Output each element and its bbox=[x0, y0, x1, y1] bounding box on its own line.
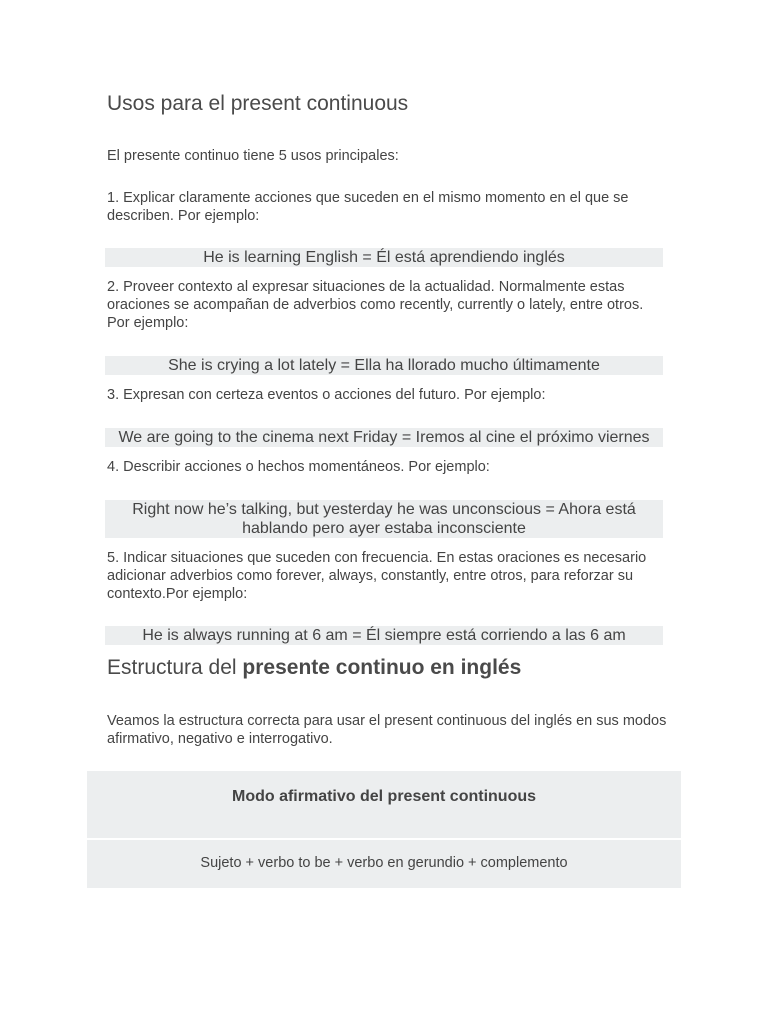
structure-title-bold: presente continuo en inglés bbox=[242, 656, 522, 679]
use-1-text: 1. Explicar claramente acciones que suceden en el mismo momento en el que se describen. Por ejemplo: bbox=[107, 190, 629, 224]
use-5-example: He is always running at 6 am = Él siempre está corriendo a las 6 am bbox=[105, 626, 663, 645]
use-4-text: 4. Describir acciones o hechos momentáneos. Por ejemplo: bbox=[107, 459, 490, 475]
table-formula: Sujeto + verbo to be + verbo en gerundio + complemento bbox=[87, 840, 681, 888]
use-5-text: 5. Indicar situaciones que suceden con frecuencia. En estas oraciones es necesario adicionar adverbios como forever, always, constantly, entre otros, para reforzar su contexto.Por ejemplo: bbox=[107, 550, 647, 602]
use-3-text: 3. Expresan con certeza eventos o acciones del futuro. Por ejemplo: bbox=[107, 387, 546, 403]
structure-table bbox=[87, 771, 681, 888]
use-1-example: He is learning English = Él está aprendiendo inglés bbox=[105, 248, 663, 267]
use-4-example: Right now he’s talking, but yesterday he was unconscious = Ahora está hablando pero ayer estaba inconsciente bbox=[105, 500, 663, 538]
page-title: Usos para el present continuous bbox=[107, 92, 409, 115]
structure-title-prefix: Estructura del bbox=[107, 656, 243, 679]
use-2-text: 2. Proveer contexto al expresar situaciones de la actualidad. Normalmente estas oraciones se acompañan de adverbios como recently, currently o lately, entre otros. Por ejemplo: bbox=[107, 279, 644, 331]
intro-paragraph: El presente continuo tiene 5 usos principales: bbox=[107, 148, 399, 164]
use-3-example: We are going to the cinema next Friday = Iremos al cine el próximo viernes bbox=[105, 428, 663, 447]
table-header: Modo afirmativo del present continuous bbox=[87, 771, 681, 838]
use-2-example: She is crying a lot lately = Ella ha llorado mucho últimamente bbox=[105, 356, 663, 375]
structure-intro: Veamos la estructura correcta para usar el present continuous del inglés en sus modos afirmativo, negativo e interrogativo. bbox=[107, 713, 667, 747]
structure-title bbox=[107, 656, 521, 680]
